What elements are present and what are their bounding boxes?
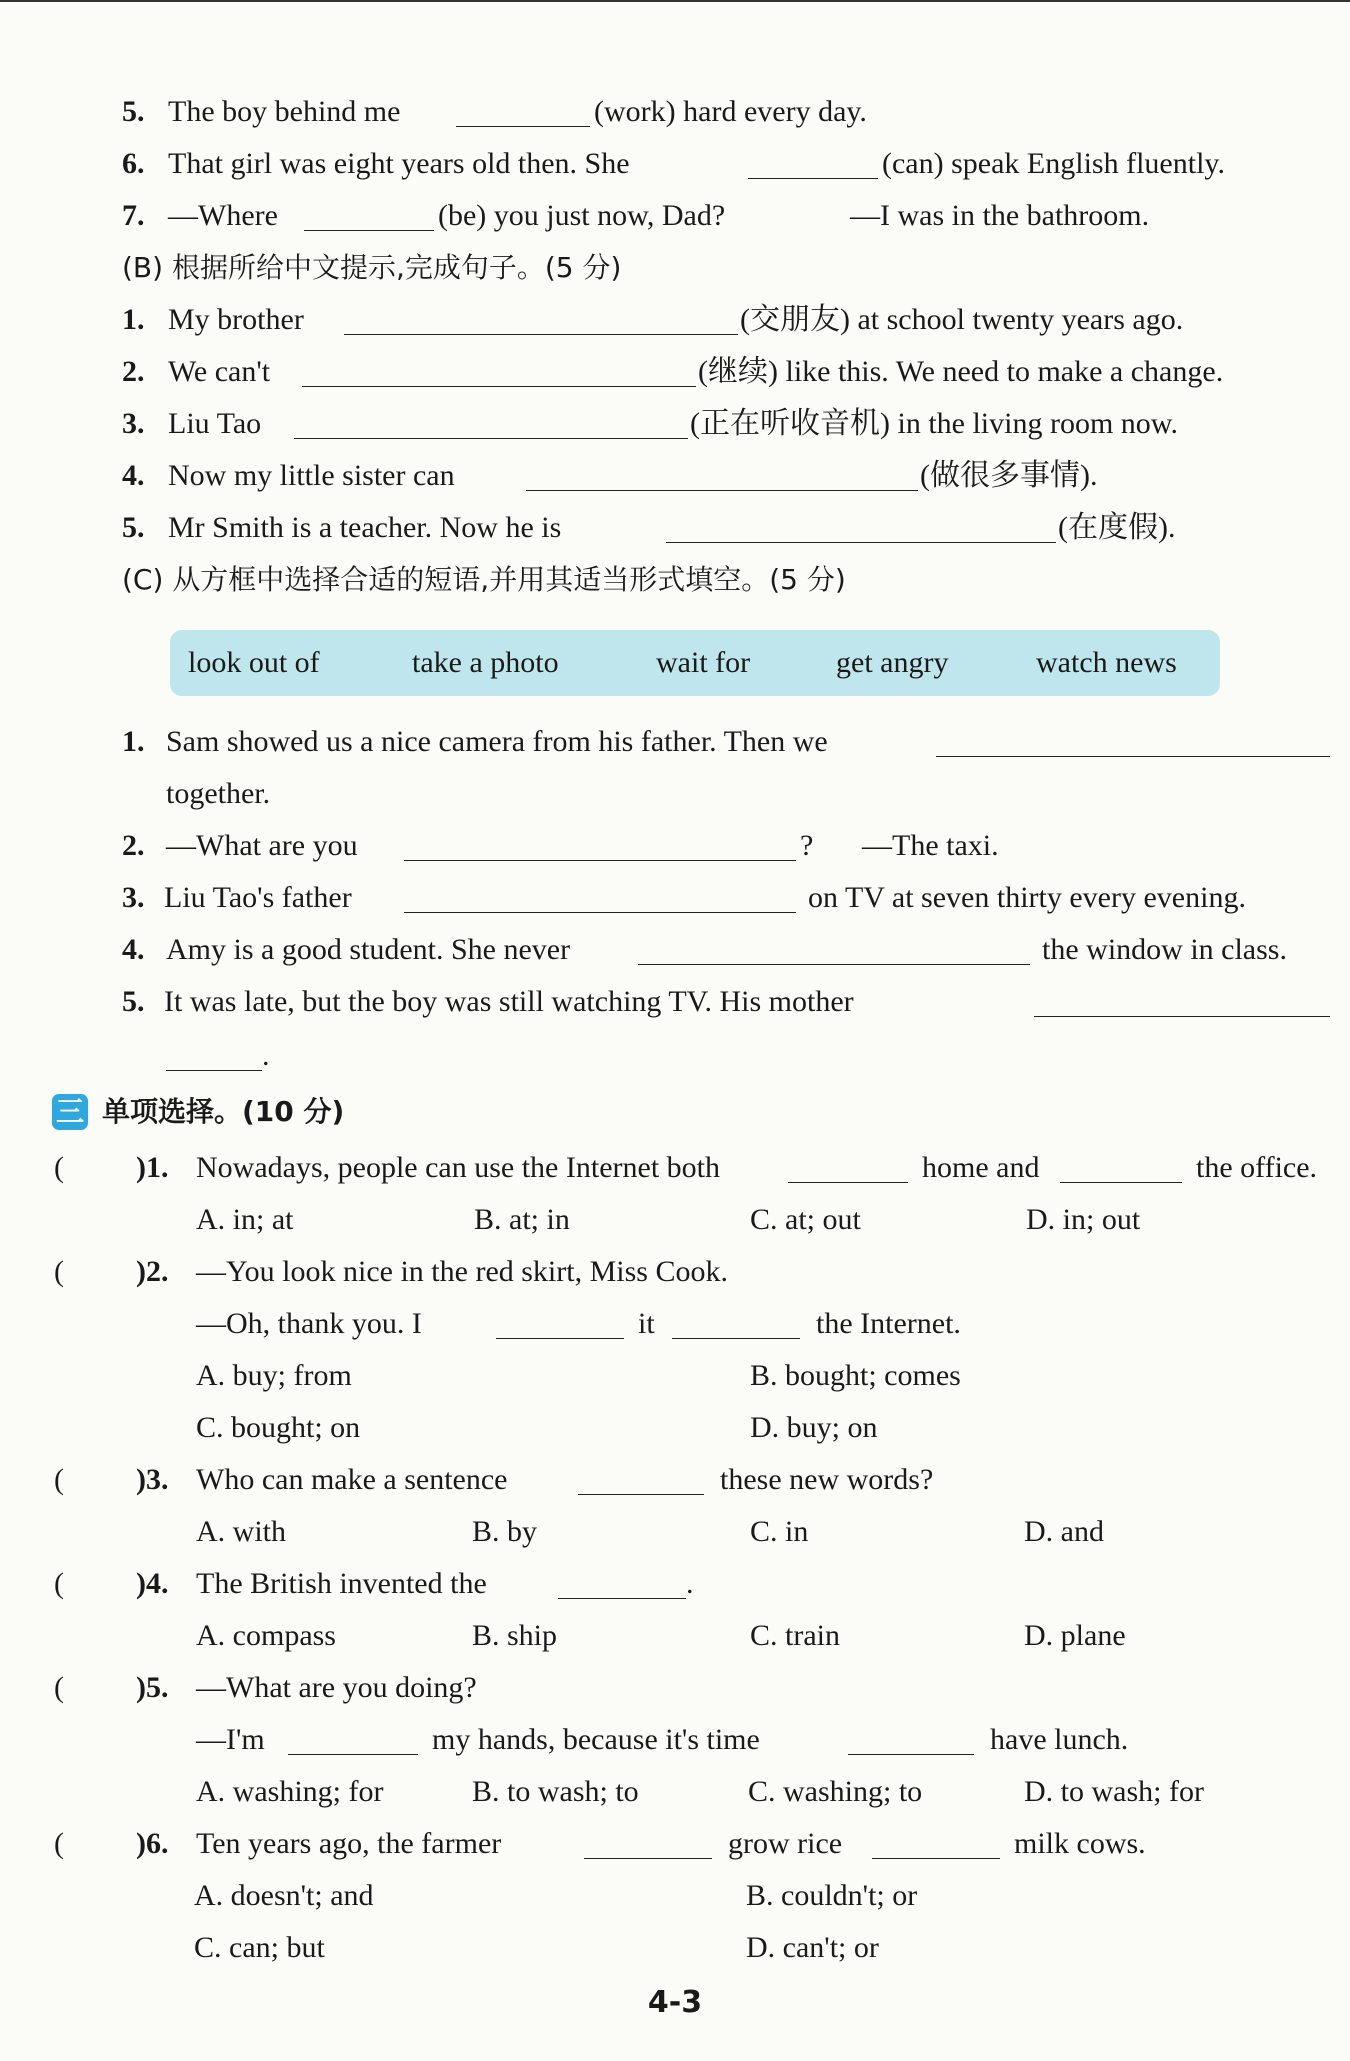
answer-blank[interactable] bbox=[558, 1598, 686, 1599]
answer-blank[interactable] bbox=[848, 1754, 974, 1755]
question-c1 bbox=[0, 716, 1350, 768]
answer-blank[interactable] bbox=[404, 860, 796, 861]
question-number: 4. bbox=[122, 933, 145, 966]
question-c5-cont bbox=[0, 1030, 1350, 1082]
option-a[interactable]: A. compass bbox=[196, 1619, 336, 1652]
question-text: milk cows. bbox=[1014, 1827, 1146, 1860]
mc-options-1 bbox=[0, 1194, 1350, 1246]
question-text: (做很多事情). bbox=[920, 459, 1098, 492]
phrase-option: watch news bbox=[1036, 646, 1177, 679]
option-b[interactable]: B. by bbox=[472, 1515, 538, 1548]
option-a[interactable]: A. washing; for bbox=[196, 1775, 384, 1808]
mc-question-1 bbox=[0, 1142, 1350, 1194]
question-text: on TV at seven thirty every evening. bbox=[808, 881, 1246, 914]
question-number: 5. bbox=[122, 511, 145, 544]
answer-blank[interactable] bbox=[788, 1182, 908, 1183]
answer-paren[interactable]: ( bbox=[54, 1567, 64, 1600]
question-text: . bbox=[686, 1567, 694, 1600]
phrase-option: wait for bbox=[656, 646, 751, 679]
question-text: ? bbox=[800, 829, 814, 862]
option-b[interactable]: B. couldn't; or bbox=[746, 1879, 918, 1912]
question-number: 7. bbox=[122, 199, 145, 232]
part-c-heading bbox=[0, 554, 1350, 606]
mc-question-2 bbox=[0, 1246, 1350, 1298]
option-d[interactable]: D. to wash; for bbox=[1024, 1775, 1204, 1808]
mc-question-2-line2 bbox=[0, 1298, 1350, 1350]
question-text: have lunch. bbox=[990, 1723, 1129, 1756]
phrase-box bbox=[170, 630, 1220, 696]
question-text: —What are you bbox=[166, 829, 358, 862]
question-number: )6. bbox=[136, 1827, 169, 1860]
option-d[interactable]: D. buy; on bbox=[750, 1411, 878, 1444]
question-text: —What are you doing? bbox=[196, 1671, 477, 1704]
answer-blank[interactable] bbox=[302, 386, 696, 387]
question-text: (在度假). bbox=[1058, 511, 1176, 544]
question-text: (继续) like this. We need to make a change. bbox=[698, 355, 1224, 388]
option-d[interactable]: D. plane bbox=[1024, 1619, 1126, 1652]
mc-options-2b bbox=[0, 1402, 1350, 1454]
mc-options-5 bbox=[0, 1766, 1350, 1818]
phrase-option: look out of bbox=[188, 646, 320, 679]
mc-question-5-line2 bbox=[0, 1714, 1350, 1766]
question-text: Ten years ago, the farmer bbox=[196, 1827, 502, 1860]
question-b2 bbox=[0, 346, 1350, 398]
option-b[interactable]: B. bought; comes bbox=[750, 1359, 961, 1392]
question-a6 bbox=[0, 138, 1350, 190]
section-heading: (B) 根据所给中文提示,完成句子。(5 分) bbox=[122, 251, 622, 284]
question-text: (be) you just now, Dad? bbox=[438, 199, 726, 232]
question-number: )2. bbox=[136, 1255, 169, 1288]
question-text: (正在听收音机) in the living room now. bbox=[690, 407, 1179, 440]
question-text: home and bbox=[922, 1151, 1040, 1184]
question-text: the office. bbox=[1196, 1151, 1318, 1184]
option-b[interactable]: B. ship bbox=[472, 1619, 558, 1652]
option-d[interactable]: D. in; out bbox=[1026, 1203, 1141, 1236]
section-number-icon: 三 bbox=[52, 1094, 88, 1130]
question-number: 6. bbox=[122, 147, 145, 180]
answer-blank[interactable] bbox=[166, 1070, 262, 1071]
section3-heading bbox=[0, 1086, 1350, 1138]
question-text: My brother bbox=[168, 303, 304, 336]
phrase-option: get angry bbox=[836, 646, 949, 679]
question-text: The British invented the bbox=[196, 1567, 487, 1600]
answer-blank[interactable] bbox=[294, 438, 688, 439]
answer-blank[interactable] bbox=[672, 1338, 800, 1339]
answer-blank[interactable] bbox=[1060, 1182, 1182, 1183]
option-c[interactable]: C. at; out bbox=[750, 1203, 861, 1236]
question-text: it bbox=[638, 1307, 655, 1340]
question-text: grow rice bbox=[728, 1827, 843, 1860]
question-text: Sam showed us a nice camera from his father. Then we bbox=[166, 725, 828, 758]
question-c1-cont bbox=[0, 768, 1350, 820]
answer-blank[interactable] bbox=[304, 230, 434, 231]
section-heading: 单项选择。(10 分) bbox=[102, 1095, 345, 1128]
option-c[interactable]: C. washing; to bbox=[748, 1775, 923, 1808]
option-c[interactable]: C. in bbox=[750, 1515, 809, 1548]
question-text: the window in class. bbox=[1042, 933, 1287, 966]
mc-question-6 bbox=[0, 1818, 1350, 1870]
mc-question-5 bbox=[0, 1662, 1350, 1714]
answer-blank[interactable] bbox=[1034, 1016, 1330, 1017]
option-b[interactable]: B. at; in bbox=[474, 1203, 570, 1236]
question-text: the Internet. bbox=[816, 1307, 961, 1340]
question-text: It was late, but the boy was still watching TV. His mother bbox=[164, 985, 854, 1018]
question-text: The boy behind me bbox=[168, 95, 401, 128]
question-b4 bbox=[0, 450, 1350, 502]
question-number: )1. bbox=[136, 1151, 169, 1184]
question-a5 bbox=[0, 86, 1350, 138]
answer-blank[interactable] bbox=[578, 1494, 704, 1495]
question-a7 bbox=[0, 190, 1350, 242]
question-text: together. bbox=[166, 777, 271, 810]
question-number: 5. bbox=[122, 95, 145, 128]
question-text: Now my little sister can bbox=[168, 459, 455, 492]
mc-question-3 bbox=[0, 1454, 1350, 1506]
phrase-option: take a photo bbox=[412, 646, 559, 679]
question-b3 bbox=[0, 398, 1350, 450]
question-c5 bbox=[0, 976, 1350, 1028]
question-text: my hands, because it's time bbox=[432, 1723, 760, 1756]
option-c[interactable]: C. train bbox=[750, 1619, 840, 1652]
option-c[interactable]: C. can; but bbox=[194, 1931, 325, 1964]
question-text: . bbox=[262, 1039, 270, 1072]
question-text: —I was in the bathroom. bbox=[850, 199, 1150, 232]
question-text: —You look nice in the red skirt, Miss Cook. bbox=[196, 1255, 728, 1288]
question-text: —I'm bbox=[196, 1723, 265, 1756]
question-text: (交朋友) at school twenty years ago. bbox=[740, 303, 1184, 336]
answer-blank[interactable] bbox=[638, 964, 1030, 965]
question-number: 5. bbox=[122, 985, 145, 1018]
option-d[interactable]: D. can't; or bbox=[746, 1931, 879, 1964]
question-text: —Where bbox=[168, 199, 278, 232]
answer-paren[interactable]: ( bbox=[54, 1151, 64, 1184]
answer-paren[interactable]: ( bbox=[54, 1463, 64, 1496]
option-d[interactable]: D. and bbox=[1024, 1515, 1104, 1548]
page-number: 4-3 bbox=[647, 1985, 703, 2020]
option-a[interactable]: A. buy; from bbox=[196, 1359, 352, 1392]
option-c[interactable]: C. bought; on bbox=[196, 1411, 361, 1444]
question-c2 bbox=[0, 820, 1350, 872]
question-b1 bbox=[0, 294, 1350, 346]
answer-blank[interactable] bbox=[584, 1858, 712, 1859]
answer-blank[interactable] bbox=[496, 1338, 624, 1339]
option-a[interactable]: A. doesn't; and bbox=[194, 1879, 374, 1912]
question-number: )4. bbox=[136, 1567, 169, 1600]
question-text: Nowadays, people can use the Internet both bbox=[196, 1151, 720, 1184]
answer-blank[interactable] bbox=[456, 126, 590, 127]
question-c4 bbox=[0, 924, 1350, 976]
option-a[interactable]: A. with bbox=[196, 1515, 286, 1548]
answer-blank[interactable] bbox=[526, 490, 918, 491]
question-text: Mr Smith is a teacher. Now he is bbox=[168, 511, 562, 544]
mc-options-6b bbox=[0, 1922, 1350, 1974]
answer-blank[interactable] bbox=[748, 178, 878, 179]
part-b-heading bbox=[0, 242, 1350, 294]
question-text: Liu Tao bbox=[168, 407, 262, 440]
section-heading: (C) 从方框中选择合适的短语,并用其适当形式填空。(5 分) bbox=[122, 563, 846, 596]
question-number: )3. bbox=[136, 1463, 169, 1496]
mc-options-2a bbox=[0, 1350, 1350, 1402]
question-number: 3. bbox=[122, 881, 145, 914]
question-text: these new words? bbox=[720, 1463, 934, 1496]
answer-blank[interactable] bbox=[666, 542, 1056, 543]
mc-options-4 bbox=[0, 1610, 1350, 1662]
question-text: Who can make a sentence bbox=[196, 1463, 508, 1496]
answer-paren[interactable]: ( bbox=[54, 1255, 64, 1288]
question-number: 4. bbox=[122, 459, 145, 492]
answer-blank[interactable] bbox=[936, 756, 1330, 757]
answer-paren[interactable]: ( bbox=[54, 1671, 64, 1704]
answer-paren[interactable]: ( bbox=[54, 1827, 64, 1860]
question-text: (work) hard every day. bbox=[594, 95, 867, 128]
question-number: 2. bbox=[122, 829, 145, 862]
question-number: 3. bbox=[122, 407, 145, 440]
answer-blank[interactable] bbox=[404, 912, 796, 913]
question-text: Liu Tao's father bbox=[164, 881, 352, 914]
question-number: 2. bbox=[122, 355, 145, 388]
question-text: Amy is a good student. She never bbox=[166, 933, 571, 966]
answer-blank[interactable] bbox=[344, 334, 738, 335]
question-text: That girl was eight years old then. She bbox=[168, 147, 630, 180]
question-number: 1. bbox=[122, 303, 145, 336]
answer-blank[interactable] bbox=[288, 1754, 418, 1755]
question-number: 1. bbox=[122, 725, 145, 758]
option-b[interactable]: B. to wash; to bbox=[472, 1775, 639, 1808]
question-text: —The taxi. bbox=[862, 829, 999, 862]
question-number: )5. bbox=[136, 1671, 169, 1704]
option-a[interactable]: A. in; at bbox=[196, 1203, 294, 1236]
mc-question-4 bbox=[0, 1558, 1350, 1610]
question-text: —Oh, thank you. I bbox=[196, 1307, 422, 1340]
question-c3 bbox=[0, 872, 1350, 924]
answer-blank[interactable] bbox=[872, 1858, 1000, 1859]
mc-options-6a bbox=[0, 1870, 1350, 1922]
question-text: We can't bbox=[168, 355, 271, 388]
question-text: (can) speak English fluently. bbox=[882, 147, 1225, 180]
mc-options-3 bbox=[0, 1506, 1350, 1558]
question-b5 bbox=[0, 502, 1350, 554]
